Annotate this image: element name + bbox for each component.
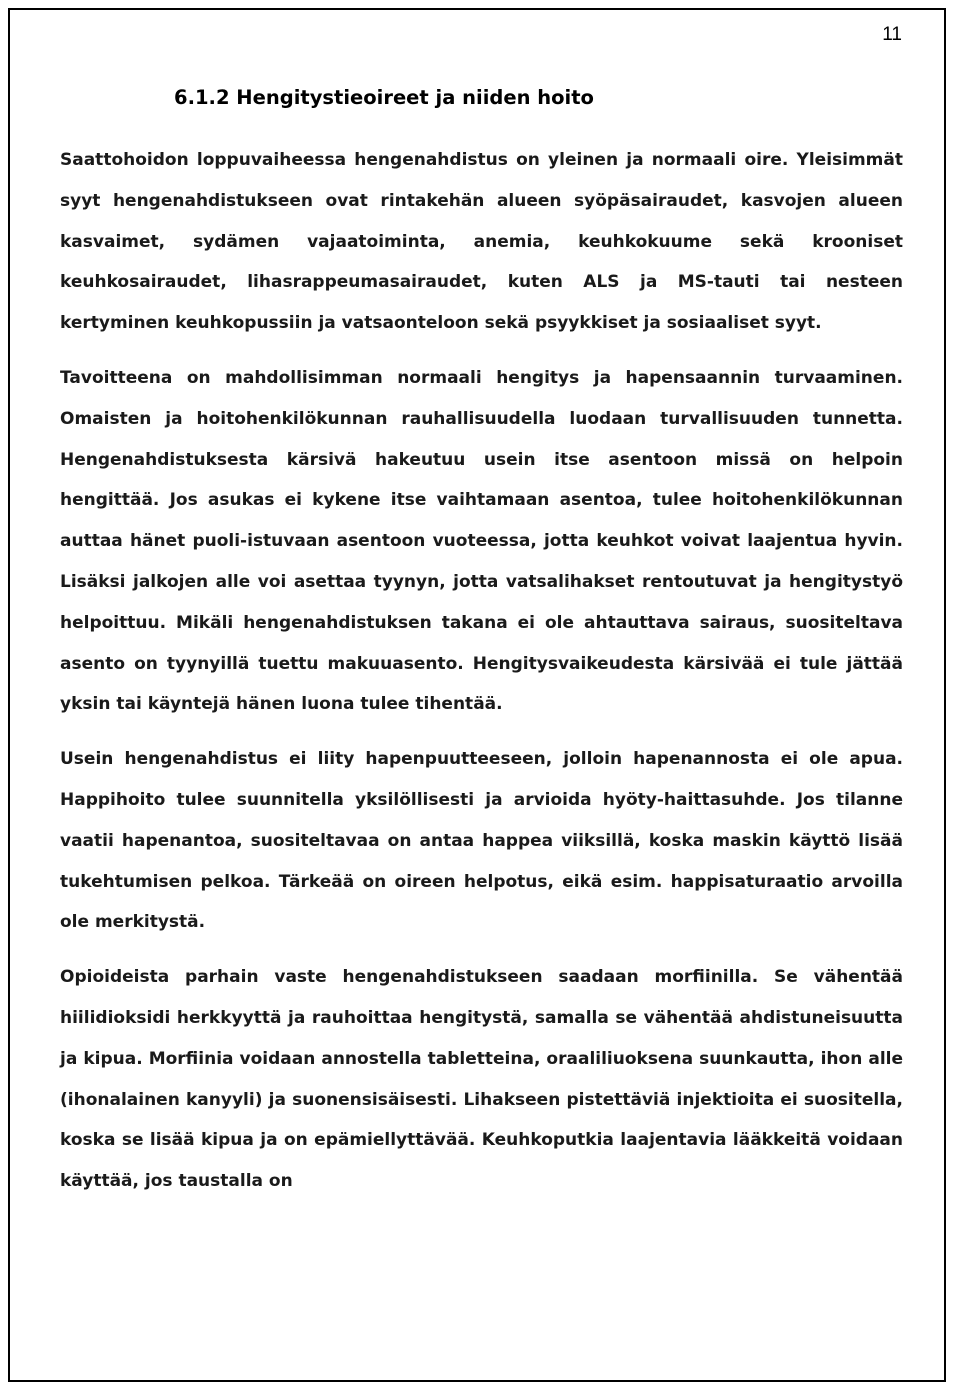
body-text — [60, 140, 903, 1202]
section-heading: 6.1.2 Hengitystieoireet ja niiden hoito — [174, 86, 594, 109]
paragraph-positioning: Tavoitteena on mahdollisimman normaali hengitys ja hapensaannin turvaaminen. Omaisten ja hoitohenkilökunnan rauhallisuudella luodaan turvallisuuden tunnetta. Hengenahdistuksesta kärsivä hakeutuu usein itse asentoon missä on helpoin hengittää. Jos asukas ei kykene itse vaihtamaan asentoa, tulee hoitohenkilökunnan auttaa hänet puoli-istuvaan asentoon vuoteessa, jotta keuhkot voivat laajentua hyvin. Lisäksi jalkojen alle voi asettaa tyynyn, jotta vatsalihakset rentoutuvat ja hengitystyö helpoittuu. Mikäli hengenahdistuksen takana ei ole ahtauttava sairaus, suositeltava asento on tyynyillä tuettu makuuasento. Hengitysvaikeudesta kärsivää ei tule jättää yksin tai käyntejä hänen luona tulee tihentää. — [60, 367, 903, 715]
paragraph-opioids: Opioideista parhain vaste hengenahdistukseen saadaan morfiinilla. Se vähentää hiilidioksidi herkkyyttä ja rauhoittaa hengitystä, samalla se vähentää ahdistuneisuutta ja kipua. Morfiinia voidaan annostella tabletteina, oraaliliuoksena suunkautta, ihon alle (ihonalainen kanyyli) ja suonensisäisesti. Lihakseen pistettäviä injektioita ei suositella, koska se lisää kipua ja on epämiellyttävää. Keuhkoputkia laajentavia lääkkeitä voidaan käyttää, jos taustalla on — [60, 967, 903, 1192]
page-number: 11 — [882, 24, 902, 45]
paragraph-dyspnea-causes: Saattohoidon loppuvaiheessa hengenahdistus on yleinen ja normaali oire. Yleisimmät syyt hengenahdistukseen ovat rintakehän alueen syöpäsairaudet, kasvojen alueen kasvaimet, sydämen vajaatoiminta, anemia, keuhkokuume sekä krooniset keuhkosairaudet, lihasrappeumasairaudet, kuten ALS ja MS-tauti tai nesteen kertyminen keuhkopussiin ja vatsaonteloon sekä psyykkiset ja sosiaaliset syyt. — [60, 150, 903, 334]
paragraph-oxygen-therapy: Usein hengenahdistus ei liity hapenpuutteeseen, jolloin hapenannosta ei ole apua. Happihoito tulee suunnitella yksilöllisesti ja arvioida hyöty-haittasuhde. Jos tilanne vaatii hapenantoa, suositeltavaa on antaa happea viiksillä, koska maskin käyttö lisää tukehtumisen pelkoa. Tärkeää on oireen helpotus, eikä esim. happisaturaatio arvoilla ole merkitystä. — [60, 749, 903, 933]
